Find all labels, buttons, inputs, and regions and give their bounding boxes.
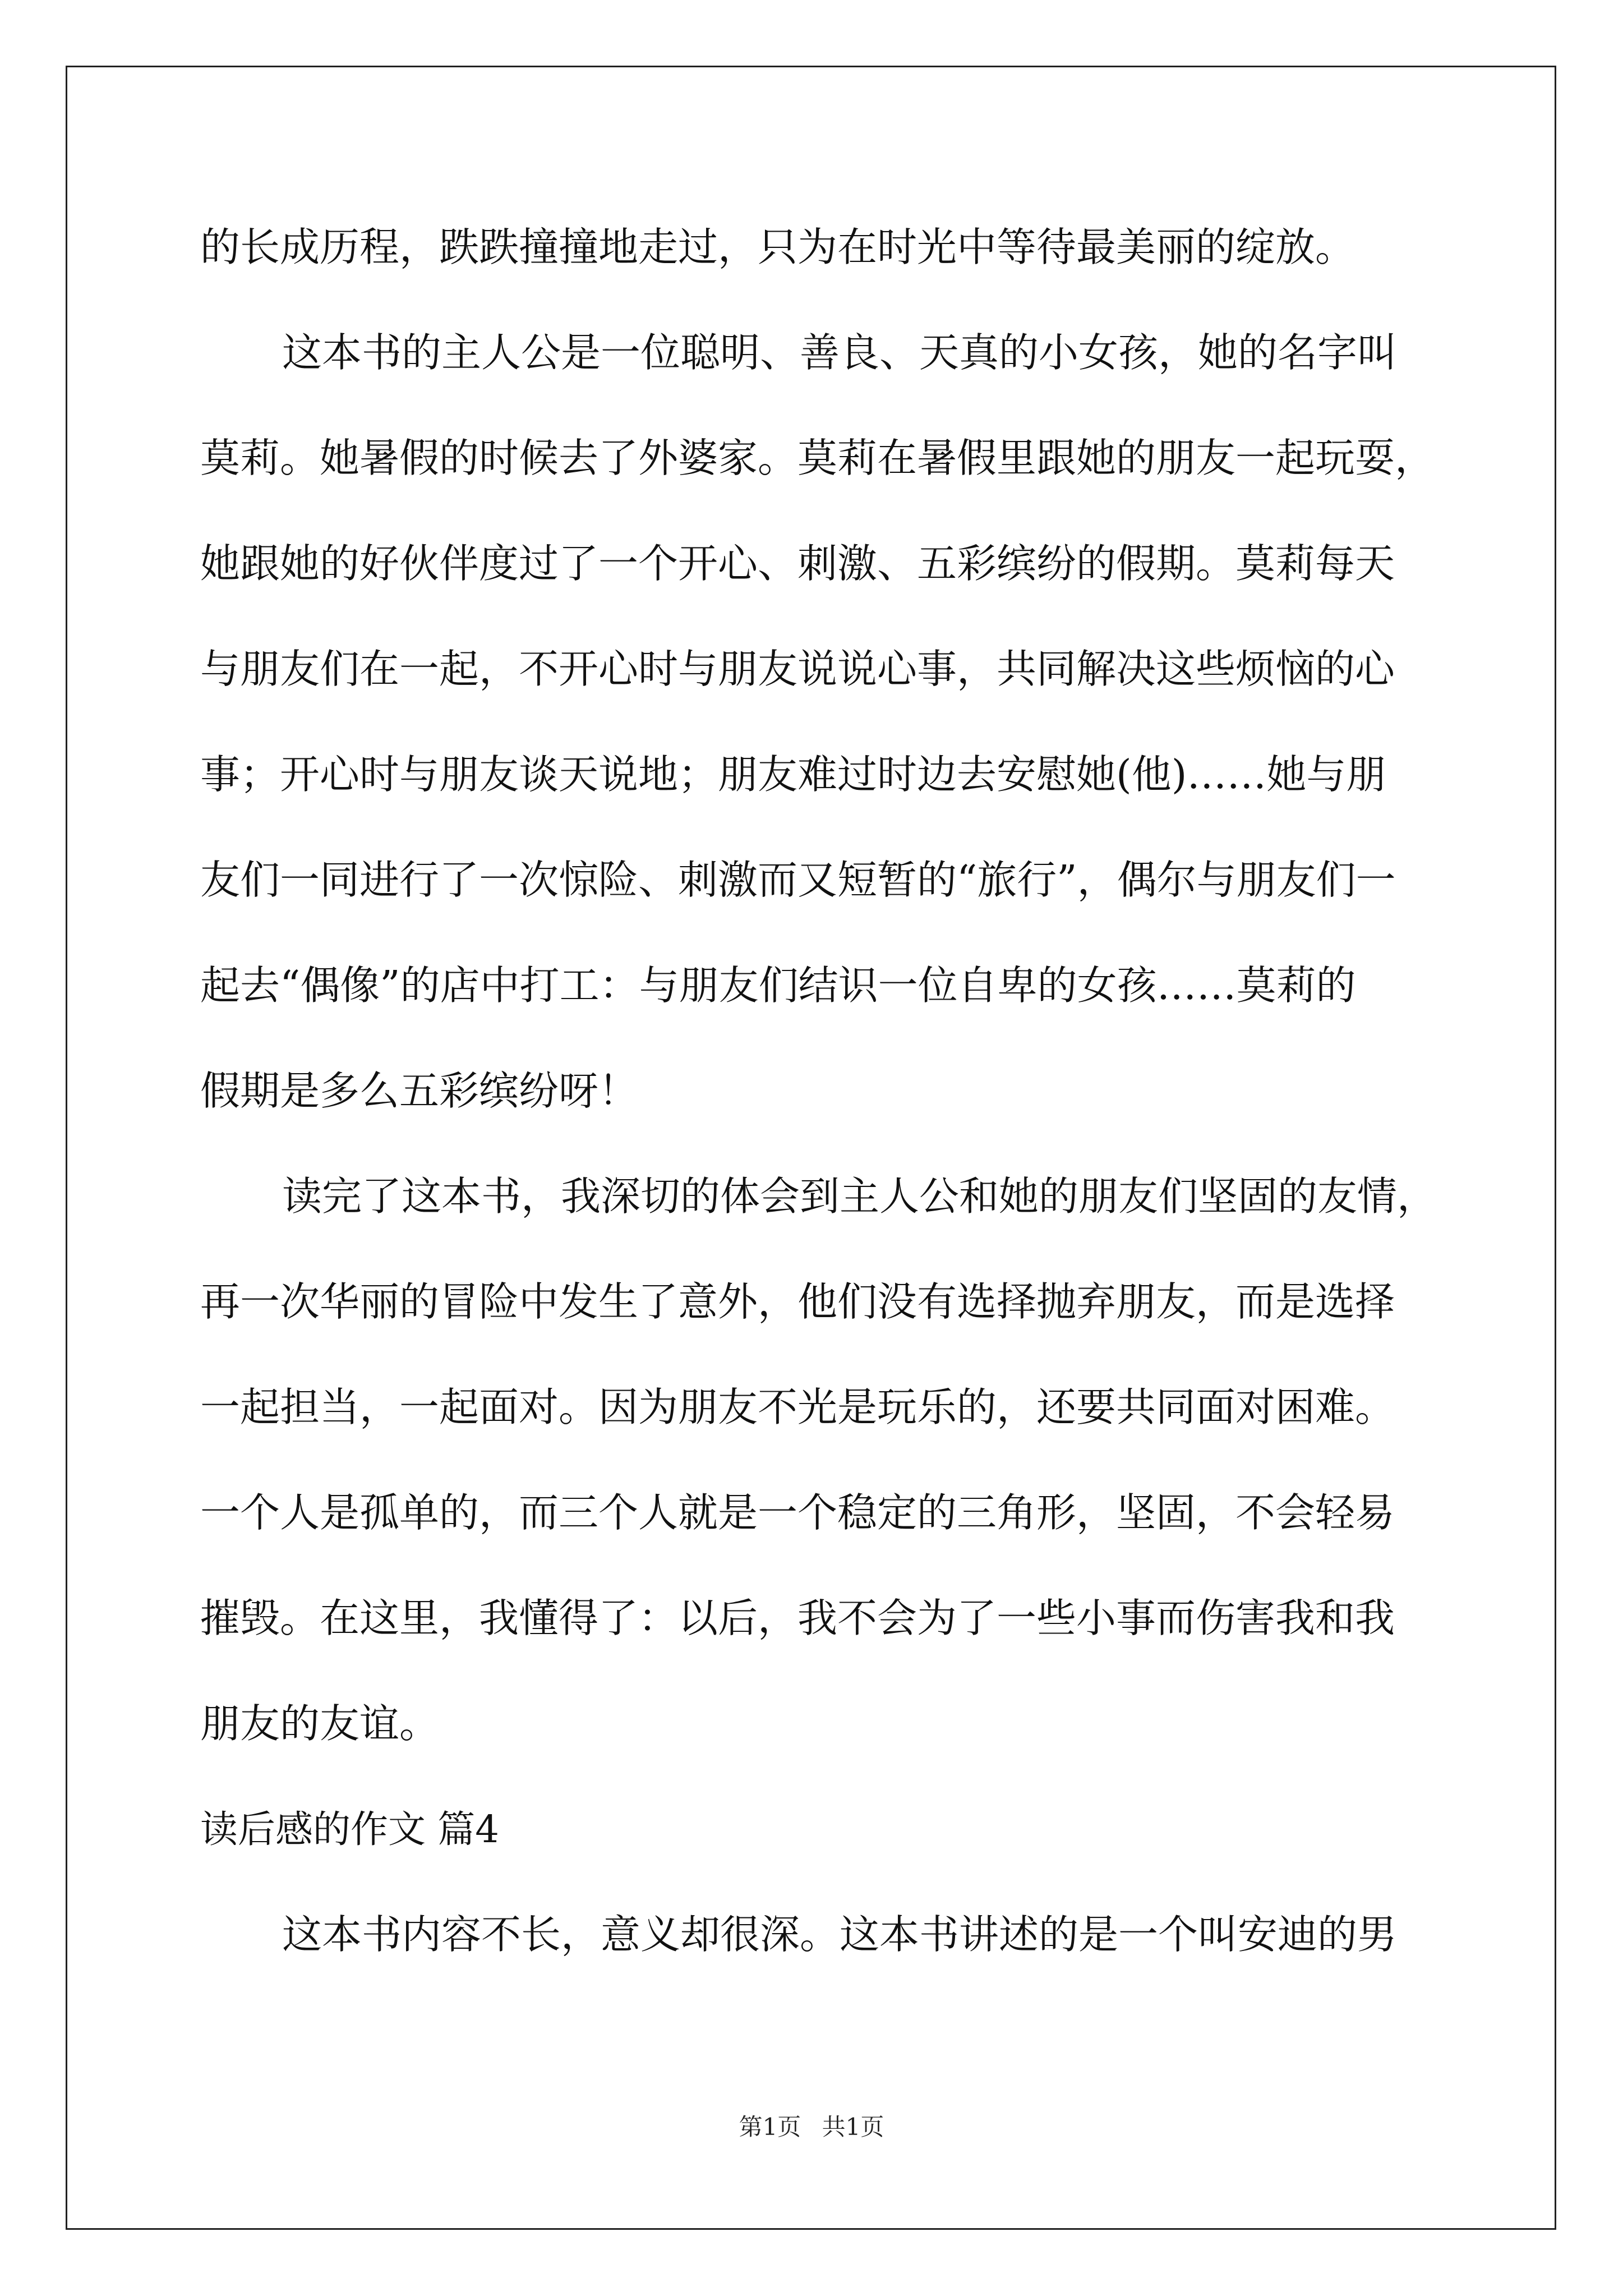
text-line: 再一次华丽的冒险中发生了意外，他们没有选择抛弃朋友，而是选择 [200, 1278, 1395, 1325]
page-number: 第1页 [739, 2113, 801, 2141]
text-line: 的长成历程，跌跌撞撞地走过，只为在时光中等待最美丽的绽放。 [200, 224, 1355, 270]
text-line: 一个人是孤单的，而三个人就是一个稳定的三角形，坚固，不会轻易 [200, 1489, 1395, 1536]
text-line: 朋友的友谊。 [200, 1700, 440, 1747]
page-footer [0, 2110, 1623, 2144]
text-line: 友们一同进行了一次惊险、刺激而又短暂的“旅行”，偶尔与朋友们一 [200, 857, 1396, 903]
text-line: 事；开心时与朋友谈天说地；朋友难过时边去安慰她(他)……她与朋 [200, 751, 1386, 798]
text-line: 起去“偶像”的店中打工：与朋友们结识一位自卑的女孩……莫莉的 [200, 962, 1356, 1009]
text-line: 摧毁。在这里，我懂得了：以后，我不会为了一些小事而伤害我和我 [200, 1595, 1395, 1641]
text-line: 与朋友们在一起，不开心时与朋友说说心事，共同解决这些烦恼的心 [200, 646, 1395, 692]
text-line: 她跟她的好伙伴度过了一个开心、刺激、五彩缤纷的假期。莫莉每天 [200, 540, 1395, 587]
paragraph-start: 读完了这本书，我深切的体会到主人公和她的朋友们坚固的友情， [282, 1173, 1437, 1220]
text-line: 假期是多么五彩缤纷呀！ [200, 1068, 639, 1114]
paragraph-start: 这本书的主人公是一位聪明、善良、天真的小女孩，她的名字叫 [282, 329, 1398, 376]
page-total: 共1页 [822, 2113, 884, 2141]
document-body [200, 195, 1501, 1987]
section-heading: 读后感的作文 篇4 [200, 1807, 499, 1851]
paragraph-start: 这本书内容不长，意义却很深。这本书讲述的是一个叫安迪的男 [282, 1911, 1398, 1958]
text-line: 莫莉。她暑假的时候去了外婆家。莫莉在暑假里跟她的朋友一起玩耍， [200, 435, 1435, 481]
text-line: 一起担当，一起面对。因为朋友不光是玩乐的，还要共同面对困难。 [200, 1384, 1395, 1430]
